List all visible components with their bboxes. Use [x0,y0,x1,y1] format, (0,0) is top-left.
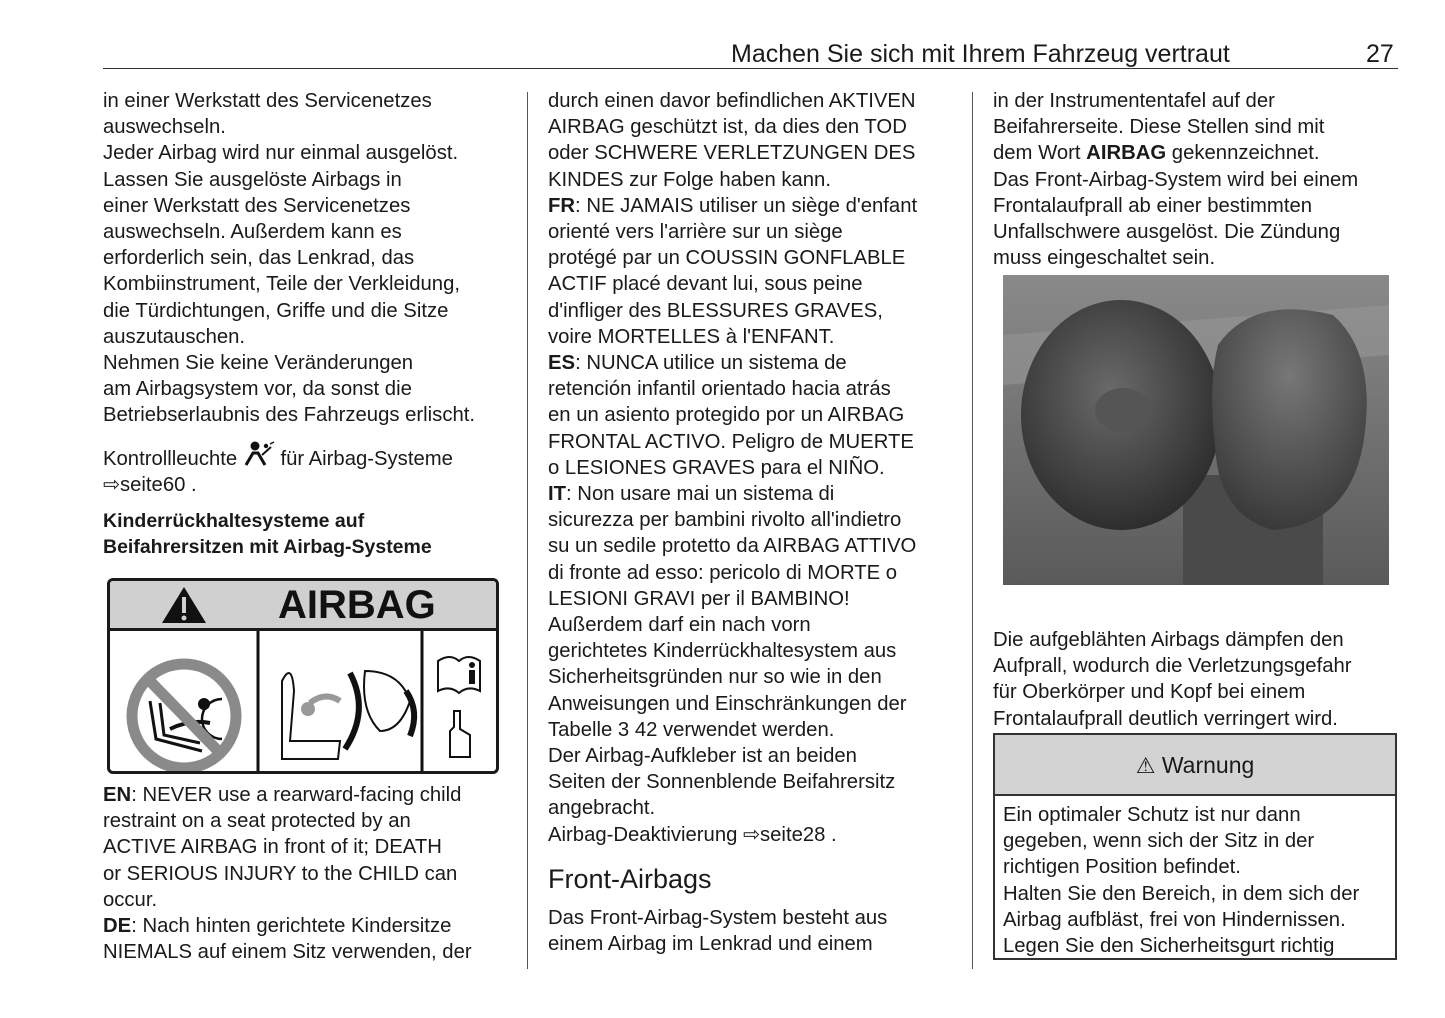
bold-text: EN [103,784,132,806]
airbag-deployment-icon [282,671,414,759]
text-line [103,913,472,939]
text-line [103,782,472,808]
text-line [1003,854,1359,880]
text: Jeder Airbag wird nur einmal ausgelöst. [103,142,459,165]
text: or SERIOUS INJURY to the CHILD can [103,862,458,885]
text-line [1003,828,1359,854]
text-line [993,219,1358,245]
text-line [103,324,475,350]
text: Betriebserlaubnis des Fahrzeugs erlischt. [103,404,476,427]
text: die Türdichtungen, Griffe und die Sitze [103,299,449,322]
text: o LESIONES GRAVES para el NIÑO. [548,456,885,479]
text-line [103,219,475,245]
text-line [1003,881,1359,907]
text: erforderlich sein, das Lenkrad, das [103,247,415,270]
text: orienté vers l'arrière sur un siège [548,221,843,244]
text-line [548,691,917,717]
paragraph [548,88,917,848]
text-line [548,664,917,690]
text: am Airbagsystem vor, da sonst die [103,378,412,401]
text: muss eingeschaltet sein. [993,247,1216,270]
text: Die aufgeblähten Airbags dämpfen den [993,629,1344,651]
text-line [548,743,917,769]
text-line [993,193,1358,219]
text-line [103,808,472,834]
text-line [548,481,917,507]
text: retención infantil orientado hacia atrás [548,378,891,401]
text: Beifahrersitzen mit Airbag-Systeme [103,536,432,559]
text: oder SCHWERE VERLETZUNGEN DES [548,142,916,165]
text: KINDES zur Folge haben kann. [548,168,831,191]
text-line [993,706,1352,732]
text-line [548,245,917,271]
text-line [548,507,917,533]
text: Kombiinstrument, Teile der Verkleidung, [103,273,460,296]
text: Halten Sie den Bereich, in dem sich der [1003,882,1360,905]
text: auszutauschen. [103,325,246,348]
text: für Oberkörper und Kopf bei einem [993,681,1306,704]
text: Nehmen Sie keine Veränderungen [103,352,414,375]
text-line [103,376,475,402]
page-number: 27 [1366,40,1394,68]
text-line [548,455,917,481]
text: einem Airbag im Lenkrad und einem [548,933,873,956]
text: Das Front-Airbag-System besteht aus [548,907,888,929]
warning-triangle-icon [160,585,208,625]
text: dem Wort [993,142,1087,165]
text: sicurezza per bambini rivolto all'indietro [548,509,902,532]
text: Tabelle 3 42 verwendet werden. [548,718,835,741]
paragraph [103,88,475,429]
text: ACTIF placé devant lui, sous peine [548,273,863,296]
paragraph [993,88,1358,271]
text-line [548,271,917,297]
text-line [993,88,1358,114]
text-line [103,834,472,860]
text-line [1003,802,1359,828]
text-line [548,769,917,795]
paragraph [993,627,1352,732]
text-line [548,612,917,638]
bold-text: AIRBAG [1086,142,1167,165]
warning-icon: ⚠ [1135,753,1156,778]
text-line [548,822,917,848]
label-title: AIRBAG [278,583,436,627]
text: Sicherheitsgründen nur so wie in den [548,666,882,689]
text-line [1003,907,1359,933]
text: Lassen Sie ausgelöste Airbags in [103,168,402,191]
running-header: Machen Sie sich mit Ihrem Fahrzeug vertraut [731,40,1230,68]
text: auswechseln. Außerdem kann es [103,221,402,244]
warning-header [995,735,1395,796]
text-line [103,140,475,166]
text: gerichtetes Kinderrückhaltesystem aus [548,640,897,663]
text: occur. [103,888,158,911]
text-line [548,560,917,586]
warning-body [1003,802,1359,959]
warning-box [993,733,1397,960]
text: Airbag-Deaktivierung ⇨seite28 . [548,823,837,846]
text: voire MORTELLES à l'ENFANT. [548,325,835,348]
text: Ein optimaler Schutz ist nur dann [1003,804,1301,826]
text: Legen Sie den Sicherheitsgurt richtig [1003,935,1335,958]
text-line [993,679,1352,705]
warning-title: Warnung [1161,752,1255,778]
no-rear-facing-child-seat-icon [132,664,236,768]
text-line [103,861,472,887]
text-line [993,140,1358,166]
bold-text: ES [548,352,576,375]
text: in einer Werkstatt des Servicenetzes [103,90,432,112]
text-line [993,167,1358,193]
text-line [993,245,1358,271]
text-line [103,88,475,114]
text-line [1003,933,1359,959]
paragraph [548,905,887,957]
text: NIEMALS auf einem Sitz verwenden, der [103,941,472,964]
text: protégé par un COUSSIN GONFLABLE [548,247,906,270]
text-line [548,402,917,428]
text: Seiten der Sonnenblende Beifahrersitz [548,771,896,794]
text-line [548,376,917,402]
text-line [103,939,472,965]
text: ACTIVE AIRBAG in front of it; DEATH [103,836,442,859]
text: durch einen davor befindlichen AKTIVEN [548,90,916,112]
text-line [548,717,917,743]
text: Der Airbag-Aufkleber ist an beiden [548,745,857,768]
text-line [548,533,917,559]
text-line [548,905,887,931]
text: : Non usare mai un sistema di [566,483,835,506]
text: : NE JAMAIS utiliser un siège d'enfant [575,194,918,217]
text: : NUNCA utilice un sistema de [575,352,847,375]
text-line [548,350,917,376]
text-line [993,627,1352,653]
text-line [548,193,917,219]
text: Kinderrückhaltesysteme auf [103,510,365,532]
control-light-paragraph [103,441,453,498]
text-line [548,795,917,821]
text: AIRBAG geschützt ist, da dies den TOD [548,116,907,139]
text-line [548,88,917,114]
text: angebracht. [548,797,656,820]
deployed-airbags-photo [1003,275,1389,585]
text: gekennzeichnet. [1166,142,1320,165]
text: Aufprall, wodurch die Verletzungsgefahr [993,655,1352,678]
text-line [103,508,432,534]
text-line [548,429,917,455]
text: auswechseln. [103,116,226,139]
text: : NEVER use a rearward-facing child [131,784,462,806]
subheading [103,508,432,560]
text: Frontalaufprall deutlich verringert wird. [993,707,1338,730]
text: FRONTAL ACTIVO. Peligro de MUERTE [548,430,914,453]
text-line [993,653,1352,679]
text-line [103,298,475,324]
bold-text: IT [548,483,567,506]
column-divider [972,92,973,969]
text-line [548,586,917,612]
text: Das Front-Airbag-System wird bei einem [993,168,1359,191]
text-line [548,114,917,140]
text-line [548,140,917,166]
text-line [103,402,475,428]
text: su un sedile protetto da AIRBAG ATTIVO [548,535,917,558]
header-rule [103,68,1398,69]
text-line [993,114,1358,140]
read-manual-icon [438,657,480,757]
text: Beifahrerseite. Diese Stellen sind mit [993,116,1325,139]
text: restraint on a seat protected by an [103,810,411,833]
paragraph [103,782,472,965]
text: LESIONI GRAVI per il BAMBINO! [548,587,850,610]
text-line [103,193,475,219]
text: en un asiento protegido por un AIRBAG [548,404,905,427]
page-link[interactable]: ⇨seite60 . [103,474,197,497]
text: Außerdem darf ein nach vorn [548,614,811,637]
text: gegeben, wenn sich der Sitz in der [1003,830,1315,853]
text-line [548,324,917,350]
text-line [103,245,475,271]
text: Kontrollleuchte [103,448,238,470]
text: : Nach hinten gerichtete Kindersitze [131,915,452,938]
text: richtigen Position befindet. [1003,856,1241,879]
text-line [103,350,475,376]
bold-text: FR [548,194,576,217]
column-divider [527,92,528,969]
text: di fronte ad esso: pericolo di MORTE o [548,561,898,584]
text-line [548,638,917,664]
text-line [103,534,432,560]
text-line [548,931,887,957]
text-line [103,167,475,193]
text-line [103,887,472,913]
text: Anweisungen und Einschränkungen der [548,692,907,715]
text: d'infliger des BLESSURES GRAVES, [548,299,883,322]
text-line [548,219,917,245]
text: in der Instrumententafel auf der [993,90,1275,112]
text: Frontalaufprall ab einer bestimmten [993,194,1313,217]
text: Unfallschwere ausgelöst. Die Zündung [993,221,1341,244]
airbag-warning-light-icon [243,441,275,467]
text-line [548,298,917,324]
text-line [548,167,917,193]
text: für Airbag-Systeme [280,448,453,470]
bold-text: DE [103,915,132,938]
text-line [103,114,475,140]
text-line [103,271,475,297]
airbag-warning-label [107,578,499,774]
text: Airbag aufbläst, frei von Hindernissen. [1003,908,1346,931]
text: einer Werkstatt des Servicenetzes [103,194,411,217]
section-title: Front-Airbags [548,864,712,894]
